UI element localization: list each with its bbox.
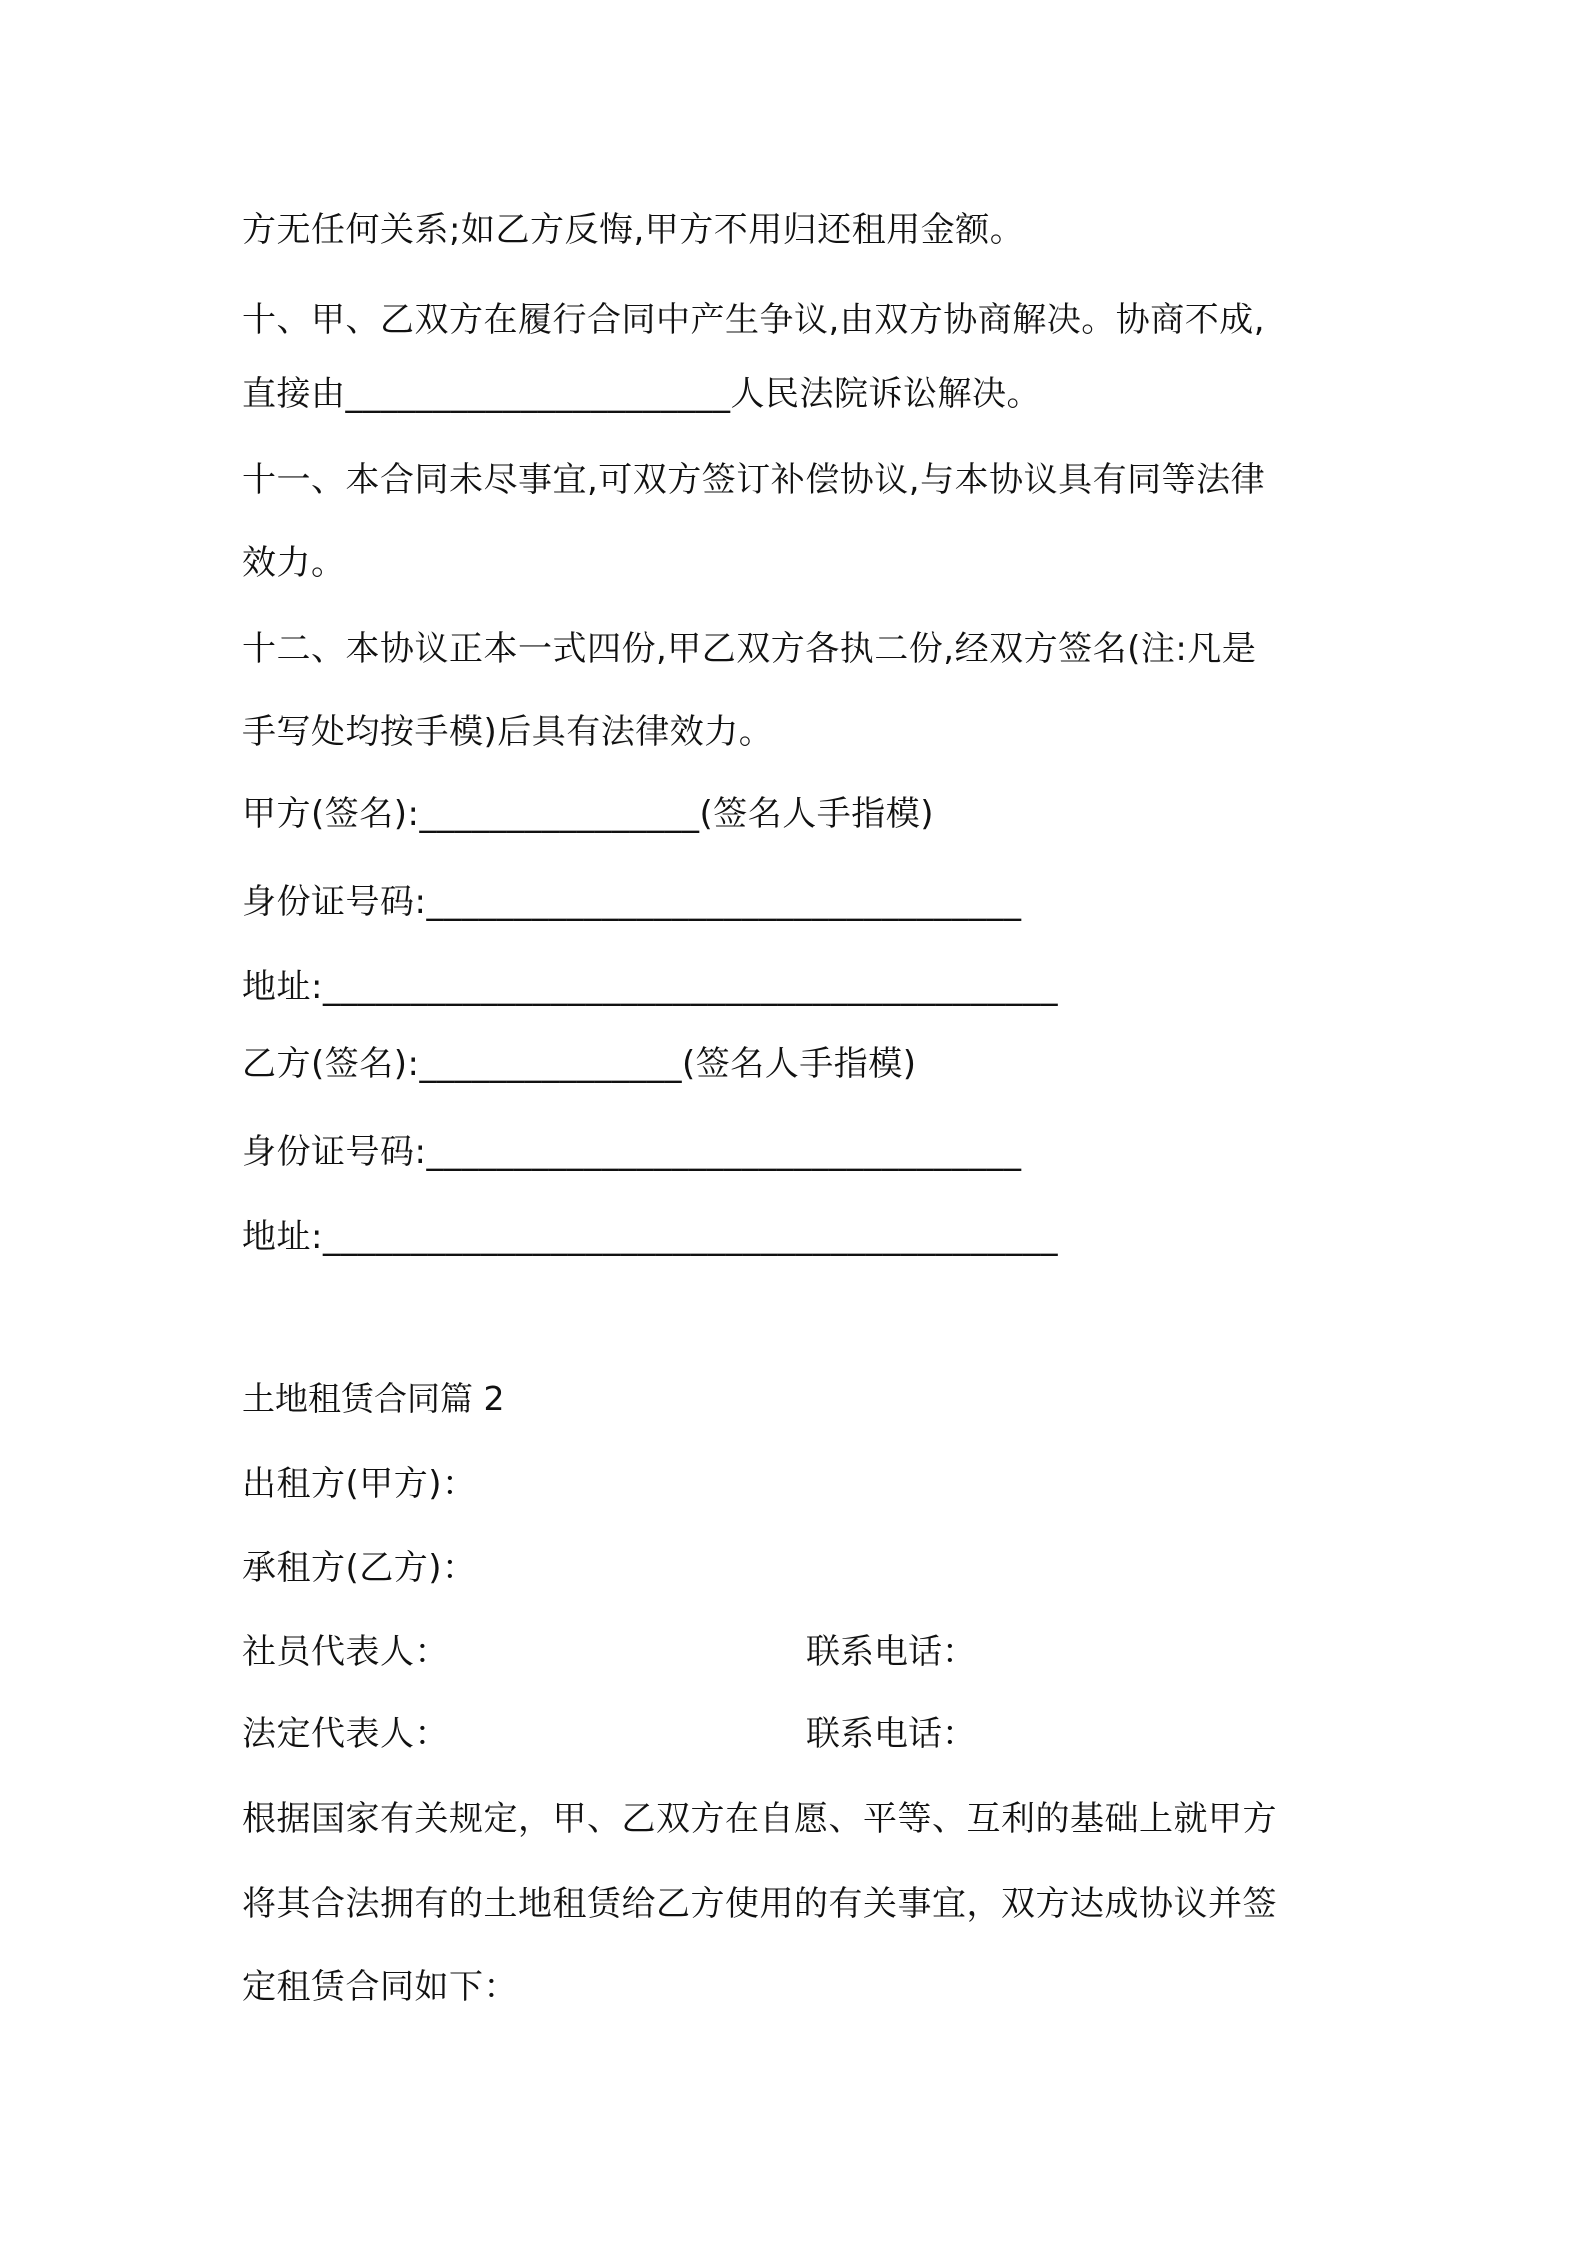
section-title: 土地租赁合同篇 2 — [242, 1379, 505, 1418]
party-a-id-number: 身份证号码:__________________________________ — [242, 882, 1022, 922]
preamble-line-1: 根据国家有关规定，甲、乙双方在自愿、平等、互利的基础上就甲方 — [242, 1799, 1277, 1839]
clause-10-line-2: 直接由______________________人民法院诉讼解决。 — [242, 374, 1041, 414]
clause-12-line-1: 十二、本协议正本一式四份,甲乙双方各执二份,经双方签名(注:凡是 — [242, 629, 1257, 669]
preamble-line-2: 将其合法拥有的土地租赁给乙方使用的有关事宜，双方达成协议并签 — [242, 1884, 1277, 1924]
clause-11-line-1: 十一、本合同未尽事宜,可双方签订补偿协议,与本协议具有同等法律 — [242, 460, 1266, 500]
lessee-line: 承租方(乙方)： — [242, 1548, 477, 1588]
clause-9-continuation: 方无任何关系;如乙方反悔,甲方不用归还租用金额。 — [242, 210, 1025, 250]
member-phone: 联系电话： — [806, 1632, 976, 1672]
party-b-signature: 乙方(签名):_______________(签名人手指模) — [242, 1044, 917, 1084]
legal-phone: 联系电话： — [806, 1714, 976, 1754]
member-representative: 社员代表人： — [242, 1632, 449, 1672]
party-a-address: 地址:__________________________________________ — [242, 967, 1058, 1007]
lessor-line: 出租方(甲方)： — [242, 1464, 477, 1504]
party-a-signature: 甲方(签名):________________(签名人手指模) — [242, 794, 935, 834]
clause-11-line-2: 效力。 — [242, 543, 346, 583]
clause-12-line-2: 手写处均按手模)后具有法律效力。 — [242, 712, 774, 752]
legal-representative: 法定代表人： — [242, 1714, 449, 1754]
preamble-line-3: 定租赁合同如下： — [242, 1967, 518, 2007]
party-b-id-number: 身份证号码:__________________________________ — [242, 1132, 1022, 1172]
party-b-address: 地址:__________________________________________ — [242, 1217, 1058, 1257]
clause-10-line-1: 十、甲、乙双方在履行合同中产生争议,由双方协商解决。协商不成, — [242, 300, 1266, 340]
